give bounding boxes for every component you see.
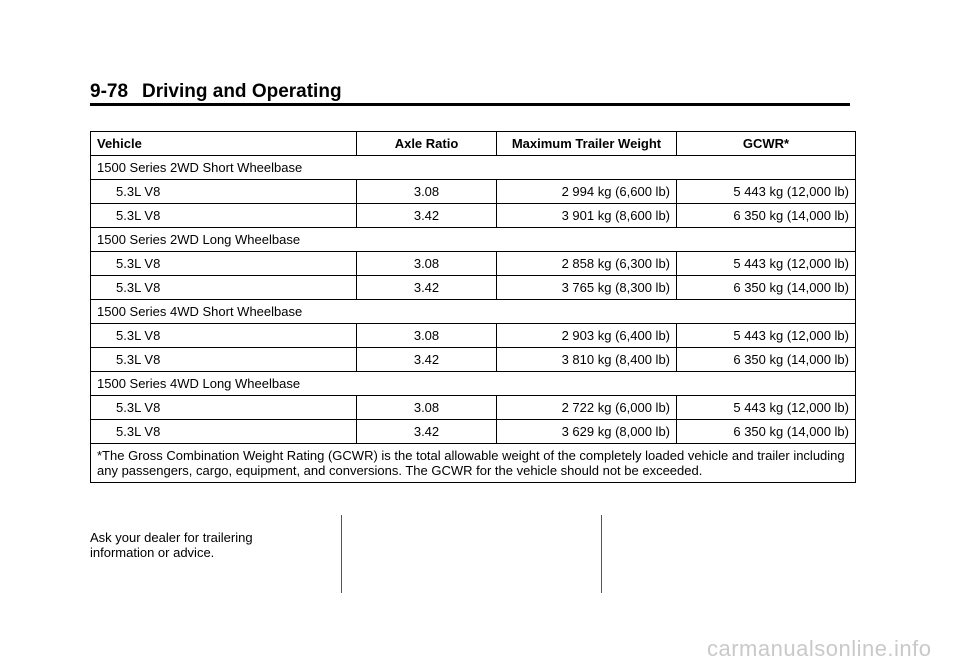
- gcwr-cell: 6 350 kg (14,000 lb): [677, 420, 856, 444]
- trailer-weight-table: [90, 131, 856, 483]
- vehicle-cell: 5.3L V8: [91, 348, 357, 372]
- gcwr-cell: 5 443 kg (12,000 lb): [677, 180, 856, 204]
- axle-ratio-cell: 3.42: [357, 204, 497, 228]
- group-title: 1500 Series 2WD Short Wheelbase: [91, 156, 856, 180]
- max-trailer-weight-cell: 2 722 kg (6,000 lb): [497, 396, 677, 420]
- max-trailer-weight-cell: 3 629 kg (8,000 lb): [497, 420, 677, 444]
- table-row: [91, 252, 856, 276]
- max-trailer-weight-cell: 3 765 kg (8,300 lb): [497, 276, 677, 300]
- column-header-gcwr: GCWR*: [677, 132, 856, 156]
- group-header-row: [91, 300, 856, 324]
- gcwr-cell: 6 350 kg (14,000 lb): [677, 276, 856, 300]
- vehicle-cell: 5.3L V8: [91, 420, 357, 444]
- axle-ratio-cell: 3.08: [357, 324, 497, 348]
- section-title: Driving and Operating: [142, 81, 342, 102]
- group-title: 1500 Series 4WD Long Wheelbase: [91, 372, 856, 396]
- footnote-row: [91, 444, 856, 483]
- vehicle-cell: 5.3L V8: [91, 324, 357, 348]
- trailering-advice-text: Ask your dealer for trailering information or advice.: [90, 530, 253, 560]
- table-header-row: [91, 132, 856, 156]
- column-header-max-trailer-weight: Maximum Trailer Weight: [497, 132, 677, 156]
- max-trailer-weight-cell: 2 858 kg (6,300 lb): [497, 252, 677, 276]
- max-trailer-weight-cell: 2 903 kg (6,400 lb): [497, 324, 677, 348]
- vehicle-cell: 5.3L V8: [91, 204, 357, 228]
- gcwr-cell: 5 443 kg (12,000 lb): [677, 324, 856, 348]
- table-row: [91, 348, 856, 372]
- axle-ratio-cell: 3.08: [357, 252, 497, 276]
- axle-ratio-cell: 3.42: [357, 420, 497, 444]
- gcwr-cell: 6 350 kg (14,000 lb): [677, 348, 856, 372]
- vehicle-cell: 5.3L V8: [91, 180, 357, 204]
- group-header-row: [91, 156, 856, 180]
- table-row: [91, 324, 856, 348]
- column-divider: [341, 515, 342, 593]
- table-row: [91, 204, 856, 228]
- table-row: [91, 396, 856, 420]
- column-header-axle-ratio: Axle Ratio: [357, 132, 497, 156]
- page-number: 9-78: [90, 81, 129, 102]
- site-watermark: carmanualsonline.info: [707, 636, 932, 661]
- max-trailer-weight-cell: 3 810 kg (8,400 lb): [497, 348, 677, 372]
- axle-ratio-cell: 3.08: [357, 396, 497, 420]
- axle-ratio-cell: 3.08: [357, 180, 497, 204]
- page-header-title: [90, 81, 342, 103]
- gcwr-footnote: *The Gross Combination Weight Rating (GCWR) is the total allowable weight of the completely loaded vehicle and trailer including any passengers, cargo, equipment, and conversions. The GCWR for the vehicle should not be exceeded.: [91, 444, 856, 483]
- axle-ratio-cell: 3.42: [357, 276, 497, 300]
- table-row: [91, 180, 856, 204]
- column-header-vehicle: Vehicle: [91, 132, 357, 156]
- gcwr-cell: 5 443 kg (12,000 lb): [677, 252, 856, 276]
- gcwr-cell: 6 350 kg (14,000 lb): [677, 204, 856, 228]
- gcwr-cell: 5 443 kg (12,000 lb): [677, 396, 856, 420]
- group-title: 1500 Series 4WD Short Wheelbase: [91, 300, 856, 324]
- table-row: [91, 276, 856, 300]
- vehicle-cell: 5.3L V8: [91, 252, 357, 276]
- table-row: [91, 420, 856, 444]
- vehicle-cell: 5.3L V8: [91, 276, 357, 300]
- group-title: 1500 Series 2WD Long Wheelbase: [91, 228, 856, 252]
- axle-ratio-cell: 3.42: [357, 348, 497, 372]
- page-header: [90, 81, 850, 106]
- group-header-row: [91, 372, 856, 396]
- vehicle-cell: 5.3L V8: [91, 396, 357, 420]
- group-header-row: [91, 228, 856, 252]
- max-trailer-weight-cell: 2 994 kg (6,600 lb): [497, 180, 677, 204]
- column-divider: [601, 515, 602, 593]
- max-trailer-weight-cell: 3 901 kg (8,600 lb): [497, 204, 677, 228]
